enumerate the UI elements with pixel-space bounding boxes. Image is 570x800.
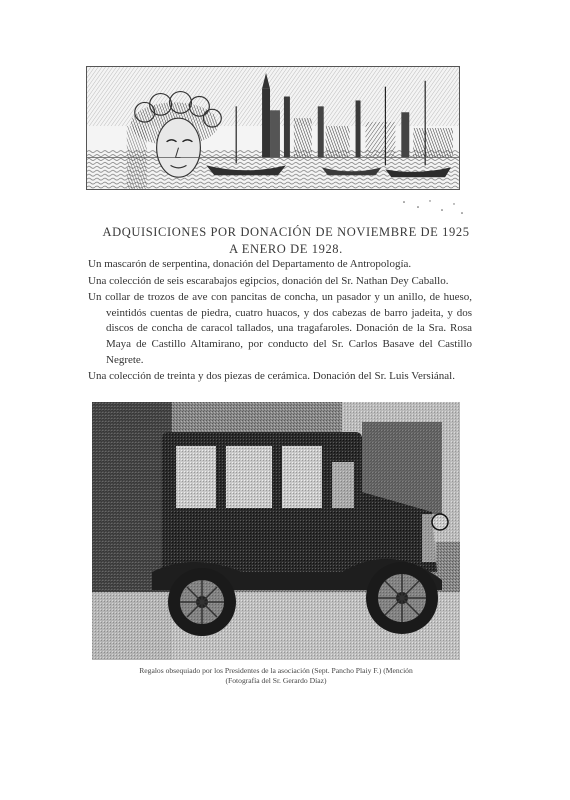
article-title bbox=[100, 224, 472, 258]
title-line-2: A ENERO DE 1928. bbox=[229, 242, 343, 256]
list-item: Una colección de treinta y dos piezas de cerámica. Donación del Sr. Luis Versiánal. bbox=[88, 370, 455, 383]
automobile-photograph bbox=[92, 402, 460, 660]
list-item: Un mascarón de serpentina, donación del Departamento de Antropología. bbox=[88, 258, 412, 270]
scan-speckles-decoration bbox=[398, 198, 468, 218]
list-item: Una colección de seis escarabajos egipcios, donación del Sr. Nathan Dey Caballo. bbox=[88, 274, 449, 287]
acquisitions-list bbox=[88, 257, 472, 386]
list-item: Un collar de trozos de ave con pancitas de concha, un pasador y un anillo, de hueso, veintidós cuentas de piedra, cuatro huacos, y dos cabezas de barro jadeita, y dos discos de concha de caracol tallados, una tragafaroles. Donación de la Sra. Rosa Maya de Castillo Altamirano, por conducto del Sr. Carlos Basave del Castillo Negrete. bbox=[88, 291, 472, 366]
caption-line-2: (Fotografía del Sr. Gerardo Díaz) bbox=[225, 676, 327, 685]
header-engraving-illustration bbox=[86, 66, 460, 190]
caption-line-1: Regalos obsequiado por los Presidentes de la asociación (Sept. Pancho Plaiy F.) (Mención bbox=[139, 666, 413, 675]
title-line-1: ADQUISICIONES POR DONACIÓN DE NOVIEMBRE DE 1925 bbox=[102, 225, 470, 239]
photo-caption bbox=[92, 666, 460, 686]
